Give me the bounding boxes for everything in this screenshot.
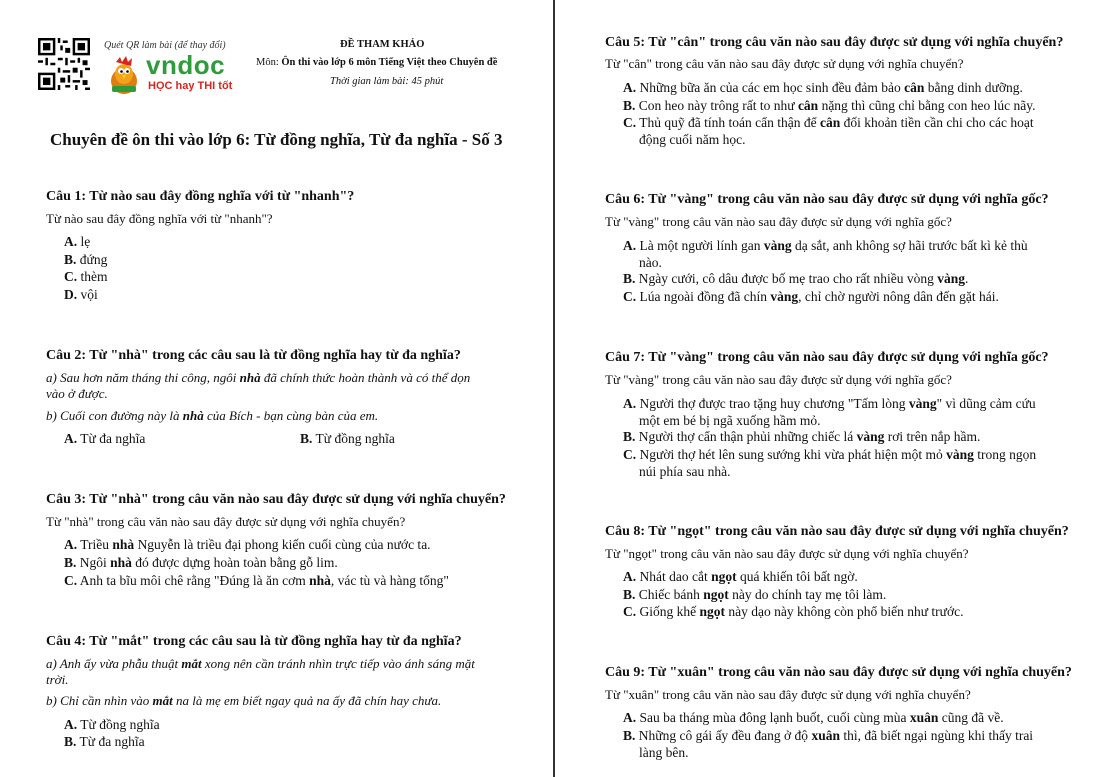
subject: Ôn thi vào lớp 6 môn Tiếng Việt theo Chuyên đề <box>281 57 498 68</box>
answer-option[interactable]: A. Từ đa nghĩa <box>64 431 146 446</box>
answer-option[interactable]: A. Nhát dao cắt ngọt quá khiến tôi bất ngờ. <box>623 569 858 584</box>
question-6-subtitle: Từ "vàng" trong câu văn nào sau đây được sử dụng với nghĩa gốc? <box>605 214 952 229</box>
question-8-subtitle: Từ "ngọt" trong câu văn nào sau đây được sử dụng với nghĩa chuyển? <box>605 546 969 561</box>
logo-tagline: HỌC hay THI tốt <box>148 80 233 92</box>
answer-option[interactable]: A. Triều nhà Nguyễn là triều đại phong kiến cuối cùng của nước ta. <box>64 537 431 552</box>
answer-option[interactable]: B. đứng <box>64 252 108 267</box>
answer-option[interactable]: A. Là một người lính gan vàng dạ sắt, anh không sợ hãi trước bất kì kẻ thù nào. <box>623 238 1028 270</box>
rooster-icon <box>106 54 142 98</box>
question-7-title: Câu 7: Từ "vàng" trong câu văn nào sau đây được sử dụng với nghĩa gốc? <box>605 350 1049 365</box>
answer-option[interactable]: C. Thủ quỹ đã tính toán cẩn thận để cân đối khoản tiền cần chi cho các hoạt động cuối năm học. <box>623 115 1034 147</box>
right-page <box>556 0 1101 777</box>
question-8-title: Câu 8: Từ "ngọt" trong câu văn nào sau đây được sử dụng với nghĩa chuyển? <box>605 524 1069 539</box>
answer-option[interactable]: C. Lúa ngoài đồng đã chín vàng, chỉ chờ người nông dân đến gặt hái. <box>623 289 999 304</box>
question-9-subtitle: Từ "xuân" trong câu văn nào sau đây được sử dụng với nghĩa chuyển? <box>605 687 971 702</box>
answer-option[interactable]: B. Ngôi nhà đó được dựng hoàn toàn bằng gỗ lim. <box>64 555 338 570</box>
question-5-title: Câu 5: Từ "cân" trong câu văn nào sau đây được sử dụng với nghĩa chuyển? <box>605 35 1064 50</box>
sentence-b: b) Chỉ cần nhìn vào mắt na là mẹ em biết ngay quả na ấy đã chín hay chưa. <box>46 693 442 708</box>
answer-option[interactable]: B. Người thợ cẩn thận phủi những chiếc lá vàng rơi trên nắp hầm. <box>623 429 981 444</box>
answer-option[interactable]: A. lẹ <box>64 234 91 249</box>
question-7-subtitle: Từ "vàng" trong câu văn nào sau đây được sử dụng với nghĩa gốc? <box>605 372 952 387</box>
answer-option[interactable]: B. Ngày cưới, cô dâu được bố mẹ trao cho rất nhiều vòng vàng. <box>623 271 969 286</box>
answer-option[interactable]: C. Anh ta bĩu môi chê rằng "Đúng là ăn cơm nhà, vác tù và hàng tổng" <box>64 573 449 588</box>
answer-option[interactable]: B. Từ đa nghĩa <box>64 734 145 749</box>
answer-option[interactable]: A. Từ đồng nghĩa <box>64 717 160 732</box>
qr-code-icon[interactable] <box>38 38 90 90</box>
time-limit: Thời gian làm bài: 45 phút <box>330 76 444 87</box>
qr-caption: Quét QR làm bài (để thay đổi) <box>104 40 226 51</box>
sentence-b: b) Cuối con đường này là nhà của Bích - bạn cùng bàn của em. <box>46 408 379 423</box>
question-9-title: Câu 9: Từ "xuân" trong câu văn nào sau đây được sử dụng với nghĩa chuyển? <box>605 665 1072 680</box>
subject-line <box>256 57 497 68</box>
answer-option[interactable]: A. Những bữa ăn của các em học sinh đều đảm bảo cân bằng dinh dưỡng. <box>623 80 1023 95</box>
sentence-a: a) Anh ấy vừa phẫu thuật mắt xong nên cần tránh nhìn trực tiếp vào ánh sáng mặt trời. <box>46 656 475 687</box>
sentence-a: a) Sau hơn năm tháng thi công, ngôi nhà đã chính thức hoàn thành và có thể dọn vào ở được. <box>46 370 471 401</box>
question-3-subtitle: Từ "nhà" trong câu văn nào sau đây được sử dụng với nghĩa chuyển? <box>46 514 406 529</box>
question-3-title: Câu 3: Từ "nhà" trong câu văn nào sau đây được sử dụng với nghĩa chuyển? <box>46 492 506 507</box>
answer-option[interactable]: B. Từ đồng nghĩa <box>300 431 395 446</box>
doc-type: ĐỀ THAM KHẢO <box>340 39 425 50</box>
question-1-subtitle: Từ nào sau đây đồng nghĩa với từ "nhanh"? <box>46 211 273 226</box>
answer-option[interactable]: C. Giống khế ngọt này dạo này không còn phổ biến như trước. <box>623 604 964 619</box>
answer-option[interactable]: A. Người thợ được trao tặng huy chương "Tấm lòng vàng" vì dũng cảm cứu một em bé bị ngã xuống hầm mỏ. <box>623 396 1036 428</box>
answer-option[interactable]: C. thèm <box>64 269 108 284</box>
answer-option[interactable]: C. Người thợ hét lên sung sướng khi vừa phát hiện một mỏ vàng trong ngọn núi phía sau nhà. <box>623 447 1037 479</box>
answer-option[interactable]: A. Sau ba tháng mùa đông lạnh buốt, cuối cùng mùa xuân cũng đã về. <box>623 710 1004 725</box>
page-divider <box>553 0 555 777</box>
subject-label: Môn: <box>256 57 279 68</box>
question-4-title: Câu 4: Từ "mắt" trong các câu sau là từ đồng nghĩa hay từ đa nghĩa? <box>46 634 462 649</box>
answer-option[interactable]: B. Những cô gái ấy đều đang ở độ xuân thì, đã biết ngại ngùng khi thấy trai làng bên. <box>623 728 1034 760</box>
question-2-title: Câu 2: Từ "nhà" trong các câu sau là từ đồng nghĩa hay từ đa nghĩa? <box>46 348 461 363</box>
question-6-title: Câu 6: Từ "vàng" trong câu văn nào sau đây được sử dụng với nghĩa gốc? <box>605 192 1049 207</box>
page-title: Chuyên đề ôn thi vào lớp 6: Từ đồng nghĩa, Từ đa nghĩa - Số 3 <box>50 130 503 149</box>
answer-option[interactable]: B. Chiếc bánh ngọt này do chính tay mẹ tôi làm. <box>623 587 887 602</box>
logo-text: vndoc <box>146 50 226 80</box>
question-5-subtitle: Từ "cân" trong câu văn nào sau đây được sử dụng với nghĩa chuyển? <box>605 56 964 71</box>
vndoc-logo <box>106 50 236 98</box>
question-1-title: Câu 1: Từ nào sau đây đồng nghĩa với từ "nhanh"? <box>46 189 355 204</box>
answer-option[interactable]: D. vội <box>64 287 98 302</box>
answer-option[interactable]: B. Con heo này trông rất to như cân nặng thì cũng chỉ bằng con heo lúc nãy. <box>623 98 1036 113</box>
